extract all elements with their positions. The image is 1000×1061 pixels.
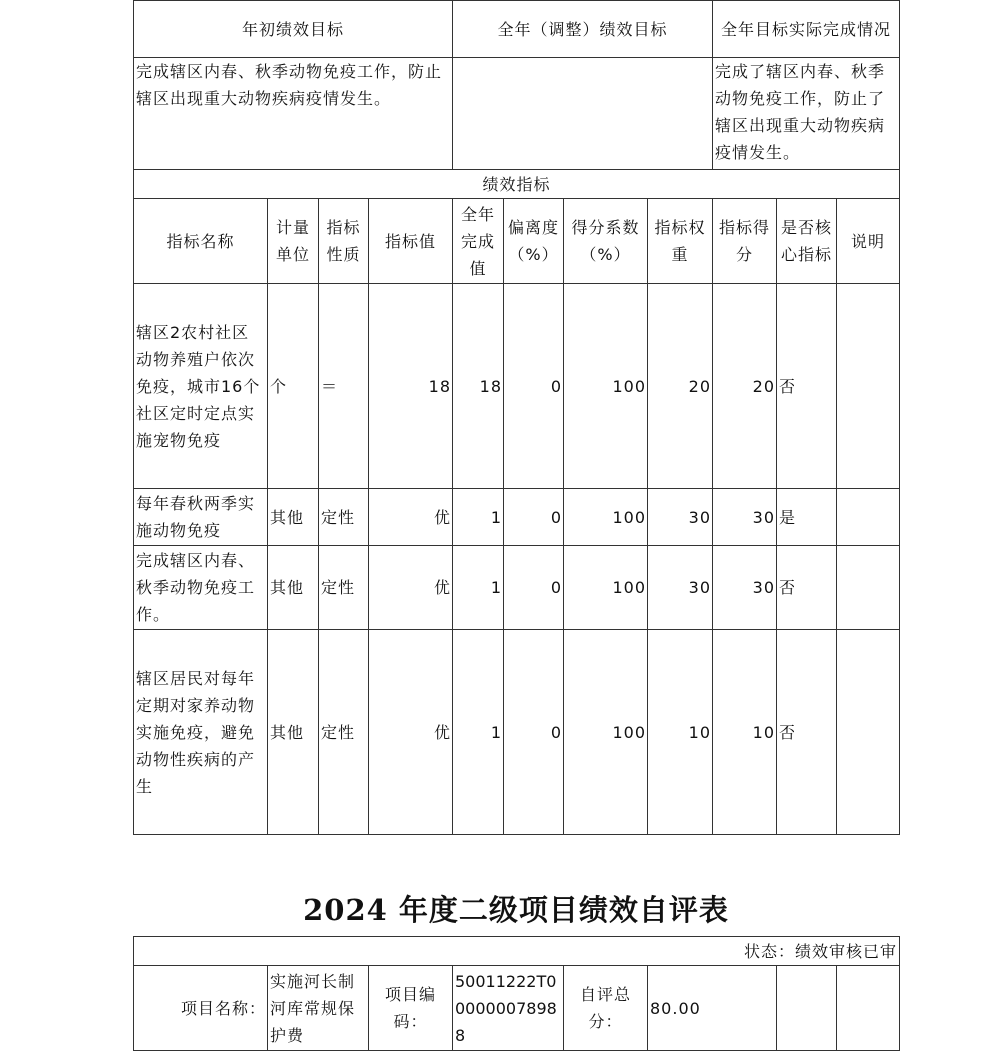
indicator-weight: 20	[648, 284, 713, 489]
indicator-note	[837, 546, 900, 630]
indicator-score: 10	[713, 630, 777, 835]
indicator-deviation: 0	[504, 630, 564, 835]
header-initial-goal: 年初绩效目标	[134, 1, 453, 58]
indicator-note	[837, 489, 900, 546]
col-header-name: 指标名称	[134, 199, 268, 284]
indicator-coefficient: 100	[564, 546, 648, 630]
indicator-coefficient: 100	[564, 630, 648, 835]
table-row	[134, 630, 900, 835]
indicator-weight: 30	[648, 489, 713, 546]
col-header-core: 是否核心指标	[777, 199, 837, 284]
indicator-coefficient: 100	[564, 489, 648, 546]
indicator-name: 辖区2农村社区动物养殖户依次免疫，城市16个社区定时定点实施宠物免疫	[134, 284, 268, 489]
indicator-nature: ＝	[319, 284, 369, 489]
indicator-core: 否	[777, 630, 837, 835]
indicator-core: 是	[777, 489, 837, 546]
indicator-coefficient: 100	[564, 284, 648, 489]
col-header-unit: 计量单位	[268, 199, 319, 284]
indicator-weight: 10	[648, 630, 713, 835]
indicator-unit: 其他	[268, 489, 319, 546]
indicator-score: 30	[713, 489, 777, 546]
project-code-label: 项目编码：	[369, 966, 453, 1051]
header-adjusted-goal: 全年（调整）绩效目标	[453, 1, 713, 58]
indicator-completed: 1	[453, 489, 504, 546]
indicator-note	[837, 284, 900, 489]
indicator-name: 完成辖区内春、秋季动物免疫工作。	[134, 546, 268, 630]
indicator-value: 优	[369, 546, 453, 630]
indicator-nature: 定性	[319, 546, 369, 630]
project-name-value: 实施河长制河库常规保护费	[268, 966, 369, 1051]
indicator-nature: 定性	[319, 489, 369, 546]
empty-cell	[777, 966, 837, 1051]
col-header-completed: 全年完成值	[453, 199, 504, 284]
indicator-unit: 其他	[268, 546, 319, 630]
indicator-value: 18	[369, 284, 453, 489]
col-header-note: 说明	[837, 199, 900, 284]
indicator-deviation: 0	[504, 489, 564, 546]
col-header-value: 指标值	[369, 199, 453, 284]
form-title: 2024 年度二级项目绩效自评表	[303, 893, 729, 927]
indicator-score: 30	[713, 546, 777, 630]
project-code-value: 50011222T000000078988	[453, 966, 564, 1051]
table-row	[134, 284, 900, 489]
actual-completion-text: 完成了辖区内春、秋季动物免疫工作，防止了辖区出现重大动物疾病疫情发生。	[713, 58, 900, 170]
col-header-coefficient: 得分系数（%）	[564, 199, 648, 284]
indicator-score: 20	[713, 284, 777, 489]
col-header-weight: 指标权重	[648, 199, 713, 284]
indicator-nature: 定性	[319, 630, 369, 835]
empty-cell	[837, 966, 900, 1051]
self-score-value: 80.00	[648, 966, 777, 1051]
indicators-section-title: 绩效指标	[134, 170, 900, 199]
adjusted-goal-text	[453, 58, 713, 170]
self-score-label: 自评总分：	[564, 966, 648, 1051]
indicator-core: 否	[777, 546, 837, 630]
indicator-unit: 其他	[268, 630, 319, 835]
indicator-name: 每年春秋两季实施动物免疫	[134, 489, 268, 546]
indicator-deviation: 0	[504, 546, 564, 630]
table-row	[134, 546, 900, 630]
table-row	[134, 489, 900, 546]
indicator-deviation: 0	[504, 284, 564, 489]
project-info-table	[133, 936, 900, 1051]
col-header-nature: 指标性质	[319, 199, 369, 284]
col-header-score: 指标得分	[713, 199, 777, 284]
indicator-value: 优	[369, 630, 453, 835]
indicator-completed: 18	[453, 284, 504, 489]
header-actual-completion: 全年目标实际完成情况	[713, 1, 900, 58]
indicator-weight: 30	[648, 546, 713, 630]
col-header-deviation: 偏离度（%）	[504, 199, 564, 284]
indicator-value: 优	[369, 489, 453, 546]
status-text: 状态：绩效审核已审	[134, 937, 900, 966]
project-name-label: 项目名称：	[134, 966, 268, 1051]
indicator-name: 辖区居民对每年定期对家养动物实施免疫，避免动物性疾病的产生	[134, 630, 268, 835]
indicator-completed: 1	[453, 630, 504, 835]
indicator-unit: 个	[268, 284, 319, 489]
indicator-completed: 1	[453, 546, 504, 630]
performance-goals-table	[133, 0, 900, 835]
indicator-core: 否	[777, 284, 837, 489]
initial-goal-text: 完成辖区内春、秋季动物免疫工作，防止辖区出现重大动物疾病疫情发生。	[134, 58, 453, 170]
indicator-note	[837, 630, 900, 835]
